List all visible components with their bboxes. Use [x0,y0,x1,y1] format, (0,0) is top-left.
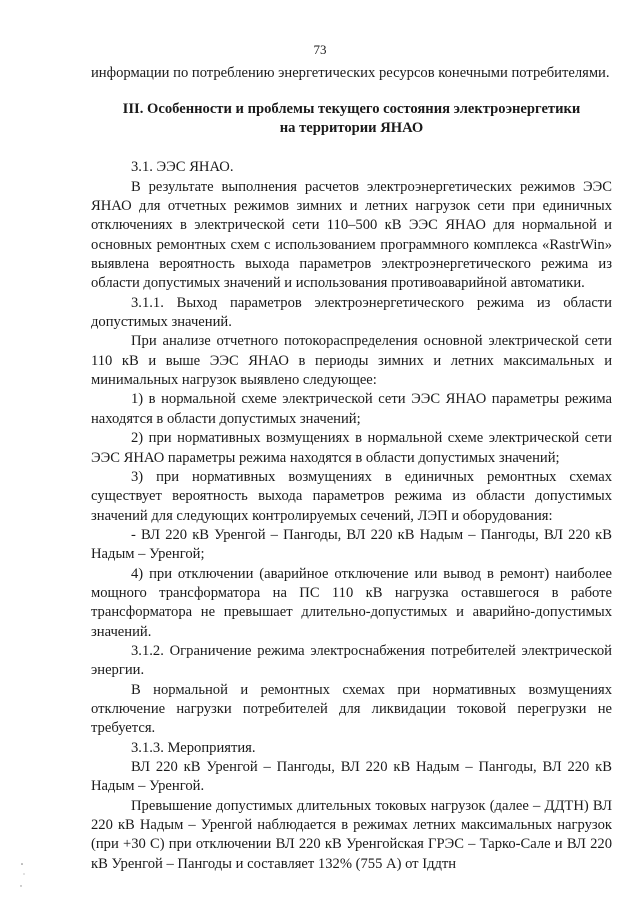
subsection-title: 3.1. ЭЭС ЯНАО. [131,159,234,176]
list-item: 1) в нормальной схеме электрической сети ЭЭС ЯНАО параметры режима находятся в области допустимых значений; [91,391,612,427]
paragraph-continued: информации по потреблению энергетических ресурсов конечными потребителями. [91,65,610,81]
page-number: 73 [313,42,327,57]
list-item: 4) при отключении (аварийное отключение или вывод в ремонт) наиболее мощного трансформатора на ПС 110 кВ нагрузка оставшегося в работе трансформатора не превышает длительно-допустимых и аварийно-допустимых значений. [91,565,612,640]
scan-marks [18,860,30,900]
section-heading-line-2: на территории ЯНАО [279,120,424,137]
paragraph: ВЛ 220 кВ Уренгой – Пангоды, ВЛ 220 кВ Надым – Пангоды, ВЛ 220 кВ Надым – Уренгой. [91,759,612,795]
paragraph: При анализе отчетного потокораспределения основной электрической сети 110 кВ и выше ЭЭС ЯНАО в периоды зимних и летних максимальных и минимальных нагрузок выявлено следующее: [91,333,612,389]
list-item: 3) при нормативных возмущениях в единичных ремонтных схемах существует вероятность выхода параметров режима из области допустимых значений для следующих контролируемых сечений, ЛЭП и оборудования: [91,468,612,524]
paragraph: 3.1.3. Мероприятия. [131,739,256,756]
section-heading-line-1: III. Особенности и проблемы текущего состояния электроэнергетики [122,101,581,118]
list-item: - ВЛ 220 кВ Уренгой – Пангоды, ВЛ 220 кВ Надым – Пангоды, ВЛ 220 кВ Надым – Уренгой; [91,526,612,563]
list-item: 2) при нормативных возмущениях в нормальной схеме электрической сети ЭЭС ЯНАО параметры режима находятся в области допустимых значений; [91,430,612,466]
paragraph: 3.1.1. Выход параметров электроэнергетического режима из области допустимых значений. [91,294,612,331]
body-text [91,64,612,874]
paragraph: Превышение допустимых длительных токовых нагрузок (далее – ДДТН) ВЛ 220 кВ Надым – Уренгой наблюдается в режимах летних максимальных нагрузок (при +30 С) при отключении ВЛ 220 кВ Уренгойская ГРЭС – Тарко-Сале и ВЛ 220 кВ Уренгой – Пангоды и составляет 132% (755 А) от Iддтн [91,797,612,872]
paragraph: В результате выполнения расчетов электроэнергетических режимов ЭЭС ЯНАО для отчетных режимов зимних и летних нагрузок сети при единичных отключениях в электрической сети 110–500 кВ ЭЭС ЯНАО для нормальной и основных ремонтных схем с использованием программного комплекса «RastrWin» выявлена вероятность выхода параметров электроэнергетического режима из области допустимых значений и использования противоаварийной автоматики. [91,178,612,292]
paragraph: В нормальной и ремонтных схемах при нормативных возмущениях отключение нагрузки потребителей для ликвидации токовой перегрузки не требуется. [91,681,612,737]
paragraph: 3.1.2. Ограничение режима электроснабжения потребителей электрической энергии. [91,642,612,679]
